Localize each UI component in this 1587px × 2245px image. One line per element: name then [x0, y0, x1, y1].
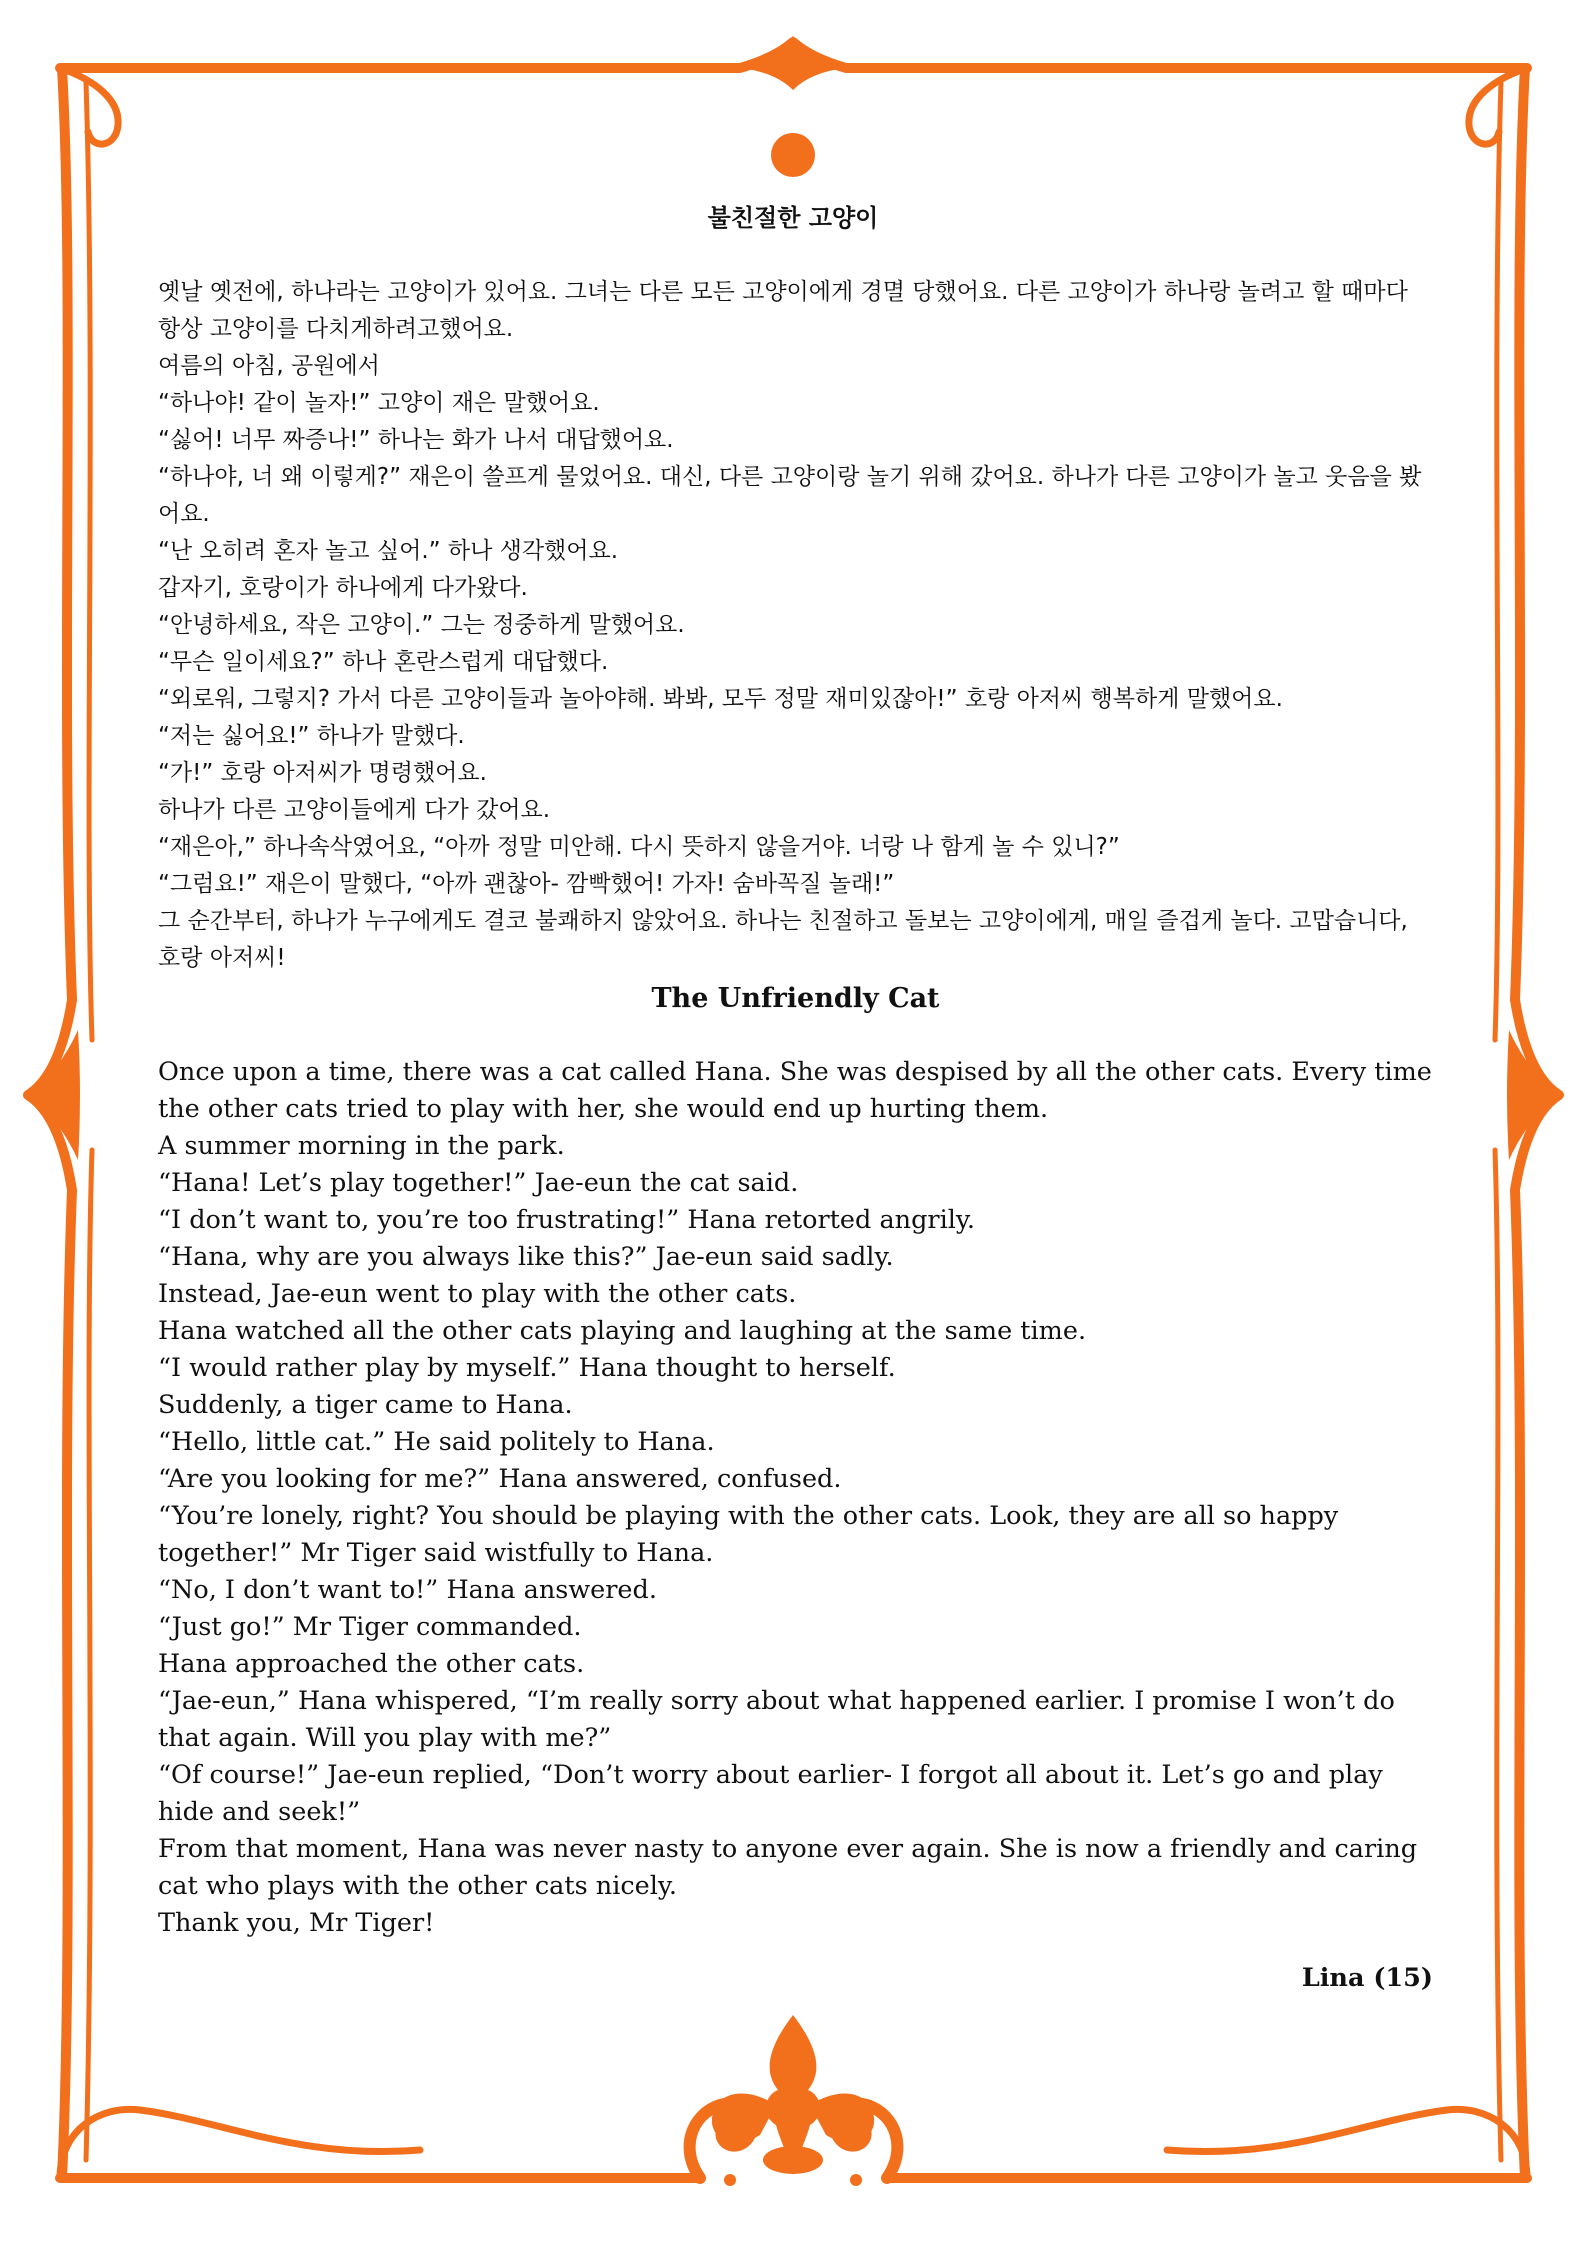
left-side-ornament	[28, 1030, 80, 1160]
inner-left-line	[86, 82, 92, 2160]
korean-line: “저는 싫어요!” 하나가 말했다.	[158, 723, 465, 749]
bottom-left-scroll	[60, 2109, 420, 2178]
english-line: Hana watched all the other cats playing and laughing at the same time.	[158, 1316, 1087, 1346]
korean-line: “재은아,” 하나속삭였어요, “아까 정말 미안해. 다시 뜻하지 않을거야. 너랑 나 함게 놀 수 있니?”	[158, 834, 1120, 860]
english-line: Instead, Jae-eun went to play with the other cats.	[158, 1279, 797, 1309]
korean-story	[158, 200, 1428, 977]
korean-line: “안녕하세요, 작은 고양이.” 그는 정중하게 말했어요.	[158, 612, 685, 638]
english-line: “Hana! Let’s play together!” Jae-eun the cat said.	[158, 1168, 799, 1198]
korean-line: “싫어! 너무 짜증나!” 하나는 화가 나서 대답했어요.	[158, 427, 674, 453]
korean-line: 여름의 아침, 공원에서	[158, 353, 380, 379]
korean-line: 그 순간부터, 하나가 누구에게도 결코 불쾌하지 않았어요. 하나는 친절하고 돌보는 고양이에게, 매일 즐겁게 놀다. 고맙습니다, 호랑 아저씨!	[158, 908, 1408, 971]
bottom-fleur-dot-right	[850, 2174, 862, 2186]
english-line: “Are you looking for me?” Hana answered, confused.	[158, 1464, 842, 1494]
korean-title: 불친절한 고양이	[707, 204, 879, 232]
korean-line: “외로워, 그렇지? 가서 다른 고양이들과 놀아야해. 봐봐, 모두 정말 재미있잖아!” 호랑 아저씨 행복하게 말했어요.	[158, 686, 1283, 712]
english-story	[158, 980, 1433, 1997]
korean-line: “난 오히려 혼자 놀고 싶어.” 하나 생각했어요.	[158, 538, 619, 564]
right-side-ornament	[1507, 1030, 1559, 1160]
english-line: “You’re lonely, right? You should be playing with the other cats. Look, they are all so happy together!” Mr Tiger said wistfully to Hana.	[158, 1501, 1339, 1568]
english-title: The Unfriendly Cat	[651, 983, 940, 1014]
english-line: “Of course!” Jae-eun replied, “Don’t worry about earlier- I forgot all about it. Let’s go and play hide and seek!”	[158, 1760, 1383, 1827]
english-line: “Just go!” Mr Tiger commanded.	[158, 1612, 582, 1642]
english-line: Once upon a time, there was a cat called Hana. She was despised by all the other cats. Every time the other cats tried to play with her, she would end up hurting them.	[158, 1057, 1432, 1124]
english-line: Hana approached the other cats.	[158, 1649, 585, 1679]
bottom-fleur-base	[763, 2146, 823, 2174]
english-line: A summer morning in the park.	[158, 1131, 565, 1161]
korean-line: “그럼요!” 재은이 말했다, “아까 괜찮아- 깜빡했어! 가자! 숨바꼭질 놀래!”	[158, 871, 895, 897]
english-line: “I would rather play by myself.” Hana thought to herself.	[158, 1353, 896, 1383]
english-line: “No, I don’t want to!” Hana answered.	[158, 1575, 657, 1605]
english-line: “Hello, little cat.” He said politely to Hana.	[158, 1427, 715, 1457]
bottom-right-scroll	[1167, 2109, 1527, 2178]
english-line: Suddenly, a tiger came to Hana.	[158, 1390, 573, 1420]
korean-line: “무슨 일이세요?” 하나 혼란스럽게 대답했다.	[158, 649, 609, 675]
korean-line: “하나야! 같이 놀자!” 고양이 재은 말했어요.	[158, 390, 600, 416]
english-line: “Hana, why are you always like this?” Jae-eun said sadly.	[158, 1242, 894, 1272]
bottom-fleur-dot-left	[724, 2174, 736, 2186]
english-line: “Jae-eun,” Hana whispered, “I’m really sorry about what happened earlier. I promise I won’t do that again. Will you play with me?”	[158, 1686, 1395, 1753]
top-crest	[740, 36, 846, 90]
author-signature: Lina (15)	[1301, 1963, 1433, 1993]
english-line: “I don’t want to, you’re too frustrating!” Hana retorted angrily.	[158, 1205, 976, 1235]
korean-line: 갑자기, 호랑이가 하나에게 다가왔다.	[158, 575, 528, 601]
korean-line: “가!” 호랑 아저씨가 명령했어요.	[158, 760, 487, 786]
bottom-fleur-right-petal	[810, 2093, 874, 2142]
english-line: From that moment, Hana was never nasty to anyone ever again. She is now a friendly and caring cat who plays with the other cats nicely.	[158, 1834, 1418, 1901]
korean-line: “하나야, 너 왜 이렇게?” 재은이 쓸프게 물었어요. 대신, 다른 고양이랑 놀기 위해 갔어요. 하나가 다른 고양이가 놀고 웃음을 봤어요.	[158, 464, 1422, 527]
korean-line: 하나가 다른 고양이들에게 다가 갔어요.	[158, 797, 551, 823]
top-medallion	[771, 133, 815, 177]
bottom-fleur-left-petal	[712, 2093, 776, 2142]
korean-line: 옛날 옛전에, 하나라는 고양이가 있어요. 그녀는 다른 모든 고양이에게 경멸 당했어요. 다른 고양이가 하나랑 놀려고 할 때마다 항상 고양이를 다치게하려고했어요.	[158, 279, 1408, 342]
english-line: Thank you, Mr Tiger!	[158, 1908, 435, 1938]
inner-right-line	[1495, 82, 1501, 2160]
